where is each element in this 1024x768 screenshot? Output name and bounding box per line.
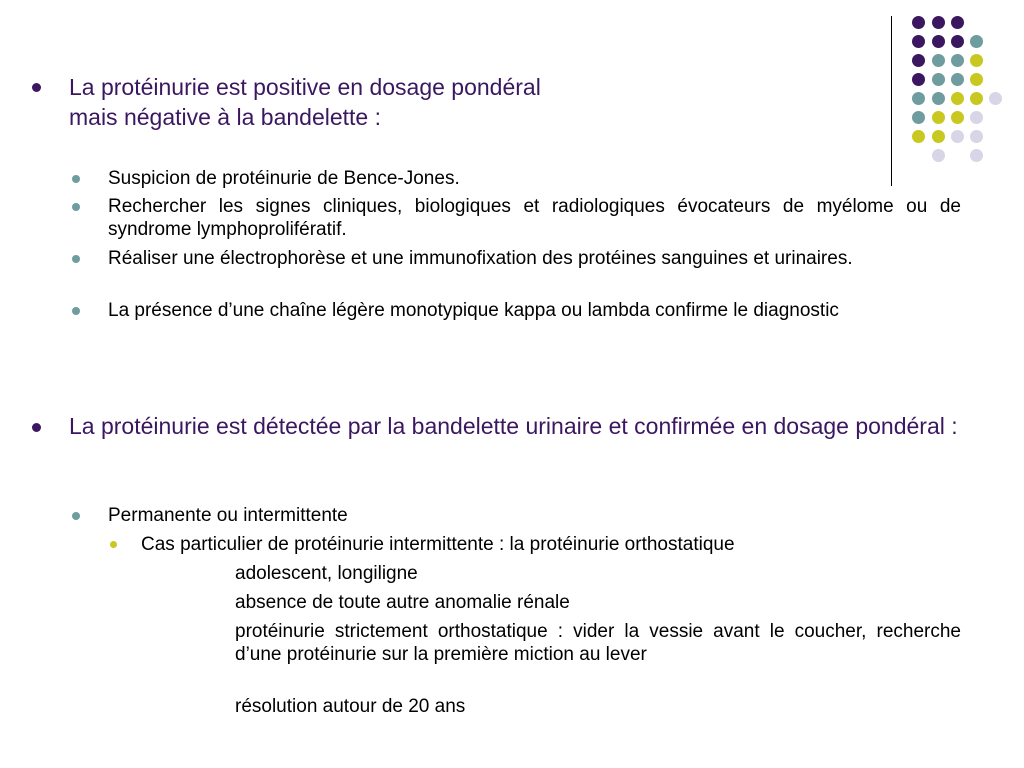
decor-dot xyxy=(932,73,945,86)
section2-bullet xyxy=(32,412,961,441)
decor-dot xyxy=(970,111,983,124)
section1-item xyxy=(72,247,961,270)
decor-dot xyxy=(951,54,964,67)
section1-line2: mais négative à la bandelette : xyxy=(69,104,381,130)
detail-text: protéinurie strictement orthostatique : vider la vessie avant le coucher, recherche d’une protéinurie sur la première miction au lever xyxy=(235,621,961,665)
decor-dot xyxy=(912,92,925,105)
section1-item xyxy=(72,299,961,322)
decor-dot xyxy=(932,92,945,105)
decor-dot xyxy=(951,16,964,29)
detail-text: adolescent, longiligne xyxy=(235,563,418,584)
detail-text: résolution autour de 20 ans xyxy=(235,696,466,717)
decor-dot xyxy=(970,130,983,143)
detail-line xyxy=(235,620,961,666)
section2-item-text: Permanente ou intermittente xyxy=(108,505,348,526)
decor-dot xyxy=(932,35,945,48)
section1-line1: La protéinurie est positive en dosage pondéral xyxy=(69,74,541,100)
section1-bullet xyxy=(32,72,672,132)
decor-dot xyxy=(970,54,983,67)
decor-dot xyxy=(912,16,925,29)
decor-dot xyxy=(951,111,964,124)
decor-dot xyxy=(951,73,964,86)
section2-item xyxy=(72,504,961,527)
decor-dot xyxy=(932,130,945,143)
decor-dot xyxy=(989,92,1002,105)
detail-line xyxy=(235,591,961,614)
decor-dot xyxy=(970,73,983,86)
decor-dot xyxy=(912,73,925,86)
section2-subitem xyxy=(110,533,961,556)
section1-item-text: Réaliser une électrophorèse et une immunofixation des protéines sanguines et urinaires. xyxy=(108,248,853,269)
decor-dot xyxy=(970,92,983,105)
bullet-icon xyxy=(72,175,80,183)
detail-line xyxy=(235,562,961,585)
bullet-icon xyxy=(32,423,41,432)
decor-dot xyxy=(951,130,964,143)
bullet-icon xyxy=(72,203,80,211)
section1-item xyxy=(72,195,961,241)
bullet-icon xyxy=(72,512,80,520)
decor-dot xyxy=(951,35,964,48)
detail-text: absence de toute autre anomalie rénale xyxy=(235,592,570,613)
section1-item-text: La présence d’une chaîne légère monotypique kappa ou lambda confirme le diagnostic xyxy=(108,300,839,321)
section2-heading: La protéinurie est détectée par la bandelette urinaire et confirmée en dosage pondéral : xyxy=(69,413,958,439)
detail-line xyxy=(235,695,961,718)
decor-dot xyxy=(912,111,925,124)
decor-dot xyxy=(932,149,945,162)
section1-item-text: Suspicion de protéinurie de Bence-Jones. xyxy=(108,168,460,189)
decor-dot xyxy=(912,35,925,48)
section2-subitem-text: Cas particulier de protéinurie intermittente : la protéinurie orthostatique xyxy=(141,534,735,555)
section1-item xyxy=(72,167,961,190)
bullet-icon xyxy=(72,307,80,315)
decor-dot xyxy=(951,92,964,105)
decor-dot xyxy=(970,35,983,48)
decor-dot xyxy=(932,111,945,124)
decor-dot xyxy=(912,130,925,143)
bullet-icon xyxy=(72,255,80,263)
decor-dot xyxy=(932,54,945,67)
section1-item-text: Rechercher les signes cliniques, biologiques et radiologiques évocateurs de myélome ou de syndrome lymphoprolifératif. xyxy=(108,196,961,240)
bullet-icon xyxy=(32,83,41,92)
decor-dot xyxy=(970,149,983,162)
decor-dot xyxy=(912,54,925,67)
bullet-icon xyxy=(110,541,117,548)
divider-line xyxy=(891,16,892,186)
decor-dot xyxy=(932,16,945,29)
